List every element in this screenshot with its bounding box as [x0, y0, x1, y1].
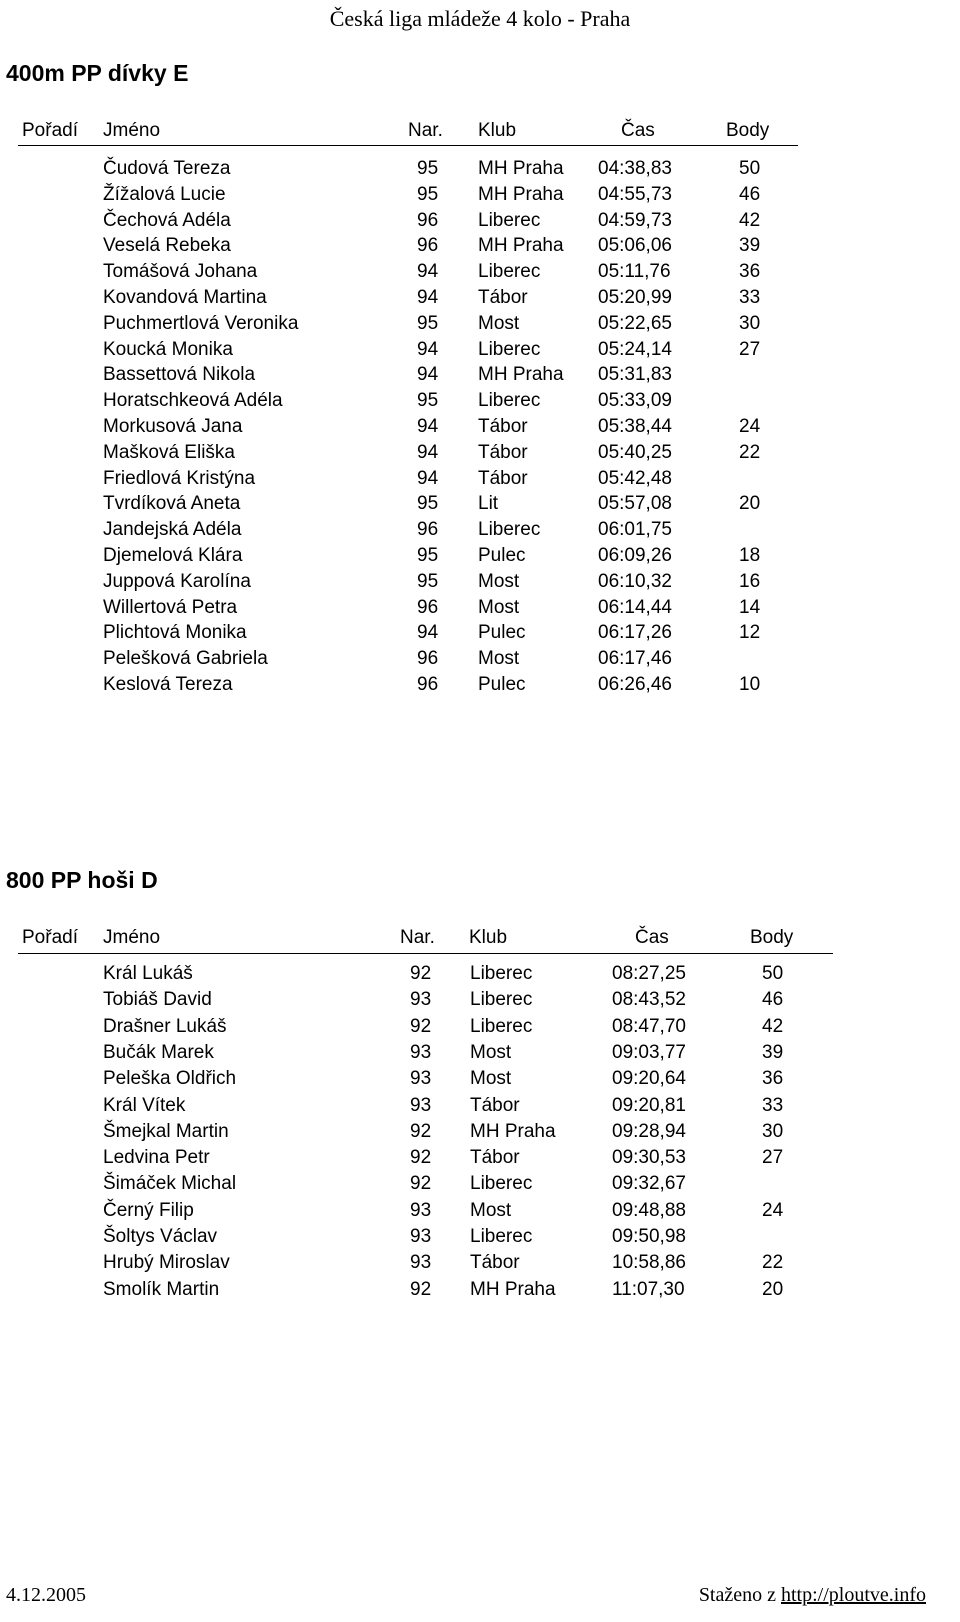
cell-name: Willertová Petra — [103, 596, 238, 618]
cell-points: 18 — [739, 545, 761, 566]
column-header-birth-year: Nar. — [400, 927, 435, 948]
cell-name: Pelešková Gabriela — [103, 648, 268, 670]
cell-name: Šimáček Michal — [103, 1173, 237, 1195]
cell-time: 05:40,25 — [598, 441, 672, 463]
cell-birth-year: 95 — [417, 158, 439, 179]
cell-club: Pulec — [478, 674, 526, 695]
cell-time: 09:30,53 — [612, 1147, 686, 1169]
cell-birth-year: 95 — [417, 312, 439, 334]
cell-time: 11:07,30 — [612, 1278, 685, 1300]
cell-name: Peleška Oldřich — [103, 1068, 237, 1090]
cell-time: 09:20,81 — [612, 1094, 686, 1116]
cell-time: 09:28,94 — [612, 1120, 686, 1142]
cell-name: Horatschkeová Adéla — [103, 390, 283, 412]
cell-time: 09:03,77 — [612, 1041, 686, 1063]
cell-name: Král Vítek — [103, 1094, 186, 1116]
column-header-points: Body — [726, 120, 770, 141]
cell-name: Koucká Monika — [103, 338, 233, 360]
cell-points: 20 — [762, 1278, 784, 1300]
cell-time: 08:43,52 — [612, 989, 686, 1011]
cell-birth-year: 93 — [410, 989, 432, 1011]
column-header-name: Jméno — [103, 120, 161, 141]
cell-points: 16 — [739, 570, 761, 592]
column-header-points: Body — [750, 927, 794, 948]
cell-club: Liberec — [478, 209, 541, 231]
cell-club: Liberec — [470, 1173, 533, 1195]
column-header-time: Čas — [621, 120, 655, 141]
cell-birth-year: 92 — [410, 1120, 432, 1142]
cell-club: Most — [478, 596, 520, 618]
cell-points: 36 — [739, 261, 761, 283]
cell-name: Bučák Marek — [103, 1041, 214, 1063]
cell-club: Liberec — [470, 1226, 533, 1247]
cell-points: 50 — [762, 963, 784, 984]
cell-name: Drašner Lukáš — [103, 1015, 227, 1037]
cell-name: Hrubý Miroslav — [103, 1252, 230, 1274]
cell-time: 09:48,88 — [612, 1199, 686, 1221]
cell-birth-year: 92 — [410, 963, 432, 984]
footer-source — [699, 1584, 926, 1607]
cell-points: 22 — [762, 1252, 784, 1274]
cell-points: 39 — [762, 1041, 784, 1063]
cell-name: Černý Filip — [103, 1199, 194, 1221]
cell-birth-year: 94 — [417, 261, 439, 283]
cell-birth-year: 96 — [417, 235, 439, 257]
column-header-place: Pořadí — [22, 927, 78, 948]
cell-name: Plichtová Monika — [103, 622, 247, 644]
cell-name: Tomášová Johana — [103, 261, 258, 283]
cell-name: Juppová Karolína — [103, 570, 251, 592]
cell-name: Veselá Rebeka — [103, 235, 231, 257]
column-header-birth-year: Nar. — [408, 120, 443, 141]
cell-time: 06:09,26 — [598, 545, 672, 566]
cell-points: 46 — [762, 989, 784, 1011]
cell-time: 09:50,98 — [612, 1226, 686, 1247]
cell-club: MH Praha — [478, 364, 564, 386]
cell-name: Šoltys Václav — [103, 1226, 218, 1247]
header-divider — [18, 145, 798, 146]
cell-birth-year: 95 — [417, 570, 439, 592]
cell-birth-year: 96 — [417, 519, 439, 541]
section-title: 800 PP hoši D — [6, 867, 158, 893]
cell-points: 20 — [739, 493, 761, 515]
cell-name: Tvrdíková Aneta — [103, 493, 241, 515]
cell-club: MH Praha — [470, 1120, 556, 1142]
footer-source-prefix: Staženo z — [698, 1584, 781, 1606]
cell-time: 06:17,26 — [598, 622, 672, 644]
cell-points: 14 — [739, 596, 761, 618]
cell-birth-year: 95 — [417, 493, 439, 515]
cell-club: Tábor — [478, 441, 528, 463]
cell-points: 33 — [739, 287, 761, 308]
column-header-time: Čas — [635, 927, 669, 948]
cell-birth-year: 95 — [417, 390, 439, 412]
header-divider — [18, 953, 833, 954]
page-header: Česká liga mládeže 4 kolo - Praha — [329, 6, 631, 31]
cell-points: 42 — [739, 209, 761, 231]
cell-birth-year: 93 — [410, 1252, 432, 1274]
cell-name: Jandejská Adéla — [103, 519, 242, 541]
cell-birth-year: 95 — [417, 545, 439, 566]
cell-time: 04:55,73 — [598, 183, 672, 205]
cell-time: 06:01,75 — [598, 519, 672, 541]
cell-name: Smolík Martin — [103, 1278, 220, 1300]
cell-time: 04:59,73 — [598, 209, 672, 231]
cell-name: Žížalová Lucie — [103, 183, 226, 205]
cell-name: Kovandová Martina — [103, 287, 267, 308]
cell-points: 10 — [739, 674, 761, 695]
cell-birth-year: 93 — [410, 1094, 432, 1116]
cell-club: Pulec — [478, 622, 526, 644]
cell-name: Šmejkal Martin — [103, 1120, 229, 1142]
cell-points: 46 — [739, 183, 761, 205]
cell-points: 30 — [762, 1120, 784, 1142]
column-header-place: Pořadí — [22, 120, 78, 141]
cell-club: MH Praha — [478, 235, 564, 257]
cell-points: 30 — [739, 312, 761, 334]
cell-birth-year: 94 — [417, 364, 439, 386]
cell-club: Tábor — [470, 1094, 520, 1116]
cell-points: 42 — [762, 1015, 784, 1037]
footer-source-link[interactable]: http://ploutve.info — [781, 1584, 926, 1606]
cell-name: Tobiáš David — [103, 989, 212, 1011]
cell-club: Liberec — [478, 519, 541, 541]
cell-club: Most — [478, 570, 520, 592]
cell-birth-year: 95 — [417, 183, 439, 205]
cell-time: 09:32,67 — [612, 1173, 686, 1195]
cell-time: 06:10,32 — [598, 570, 672, 592]
cell-time: 05:57,08 — [598, 493, 672, 515]
cell-points: 27 — [739, 338, 761, 360]
footer-date: 4.12.2005 — [6, 1584, 86, 1606]
cell-points: 27 — [762, 1147, 784, 1169]
cell-name: Ledvina Petr — [103, 1147, 210, 1169]
cell-club: Most — [470, 1068, 512, 1090]
cell-birth-year: 96 — [417, 648, 439, 670]
cell-birth-year: 93 — [410, 1041, 432, 1063]
cell-points: 33 — [762, 1094, 784, 1116]
cell-club: Liberec — [478, 261, 541, 283]
cell-club: Tábor — [478, 467, 528, 489]
cell-points: 12 — [739, 622, 761, 644]
cell-birth-year: 96 — [417, 674, 439, 695]
cell-time: 05:42,48 — [598, 467, 672, 489]
cell-time: 08:27,25 — [612, 963, 686, 984]
cell-name: Djemelová Klára — [103, 545, 243, 566]
cell-birth-year: 96 — [417, 209, 439, 231]
cell-points: 50 — [739, 158, 761, 179]
cell-time: 09:20,64 — [612, 1068, 686, 1090]
cell-time: 06:14,44 — [598, 596, 672, 618]
cell-club: Most — [470, 1041, 512, 1063]
cell-club: MH Praha — [478, 158, 564, 179]
cell-birth-year: 94 — [417, 622, 439, 644]
cell-time: 10:58,86 — [612, 1252, 686, 1274]
cell-time: 05:06,06 — [598, 235, 672, 257]
cell-name: Čudová Tereza — [103, 158, 231, 179]
cell-time: 05:31,83 — [598, 364, 672, 386]
cell-birth-year: 93 — [410, 1226, 432, 1247]
cell-time: 05:22,65 — [598, 312, 672, 334]
cell-name: Král Lukáš — [103, 963, 193, 984]
cell-club: Tábor — [470, 1252, 520, 1274]
cell-club: Most — [478, 648, 520, 670]
cell-club: MH Praha — [478, 183, 564, 205]
cell-name: Friedlová Kristýna — [103, 467, 256, 489]
cell-birth-year: 94 — [417, 441, 439, 463]
column-header-club: Klub — [469, 927, 508, 948]
cell-birth-year: 92 — [410, 1173, 432, 1195]
cell-time: 06:17,46 — [598, 648, 672, 670]
section-title: 400m PP dívky E — [6, 60, 189, 86]
cell-club: MH Praha — [470, 1278, 556, 1300]
cell-club: Tábor — [470, 1147, 520, 1169]
cell-name: Keslová Tereza — [103, 674, 233, 695]
cell-club: Liberec — [478, 390, 541, 412]
cell-time: 05:20,99 — [598, 287, 672, 308]
cell-club: Most — [470, 1199, 512, 1221]
column-header-club: Klub — [478, 120, 517, 141]
cell-name: Puchmertlová Veronika — [103, 312, 299, 334]
cell-time: 05:33,09 — [598, 390, 672, 412]
cell-time: 05:38,44 — [598, 416, 672, 437]
cell-birth-year: 94 — [417, 416, 439, 437]
cell-name: Morkusová Jana — [103, 416, 243, 437]
cell-birth-year: 93 — [410, 1199, 432, 1221]
cell-birth-year: 93 — [410, 1068, 432, 1090]
cell-club: Liberec — [470, 1015, 533, 1037]
cell-birth-year: 96 — [417, 596, 439, 618]
cell-birth-year: 94 — [417, 338, 439, 360]
cell-name: Bassettová Nikola — [103, 364, 256, 386]
cell-time: 06:26,46 — [598, 674, 672, 695]
cell-birth-year: 92 — [410, 1147, 432, 1169]
cell-points: 39 — [739, 235, 761, 257]
cell-points: 24 — [762, 1199, 784, 1221]
column-header-name: Jméno — [103, 927, 161, 948]
cell-club: Pulec — [478, 545, 526, 566]
cell-name: Čechová Adéla — [103, 209, 231, 231]
cell-club: Tábor — [478, 287, 528, 308]
cell-points: 24 — [739, 416, 761, 437]
cell-time: 05:24,14 — [598, 338, 672, 360]
cell-points: 36 — [762, 1068, 784, 1090]
cell-birth-year: 92 — [410, 1015, 432, 1037]
cell-club: Liberec — [470, 989, 533, 1011]
cell-birth-year: 92 — [410, 1278, 432, 1300]
cell-points: 22 — [739, 441, 761, 463]
cell-birth-year: 94 — [417, 467, 439, 489]
cell-club: Liberec — [470, 963, 533, 984]
cell-time: 05:11,76 — [598, 261, 671, 283]
cell-birth-year: 94 — [417, 287, 439, 308]
cell-name: Mašková Eliška — [103, 441, 235, 463]
cell-time: 04:38,83 — [598, 158, 672, 179]
cell-time: 08:47,70 — [612, 1015, 686, 1037]
cell-club: Lit — [478, 493, 499, 515]
cell-club: Liberec — [478, 338, 541, 360]
cell-club: Most — [478, 312, 520, 334]
cell-club: Tábor — [478, 416, 528, 437]
